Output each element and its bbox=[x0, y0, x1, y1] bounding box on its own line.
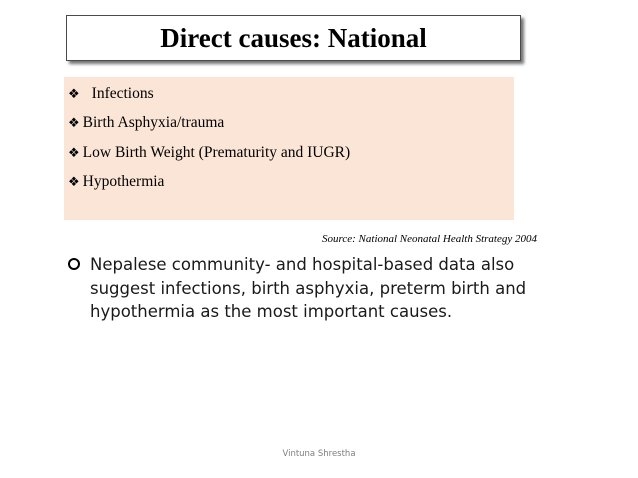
source-citation: Source: National Neonatal Health Strategy 2004 bbox=[322, 233, 537, 245]
title-box bbox=[66, 15, 521, 61]
list-item-label: Hypothermia bbox=[82, 173, 165, 190]
diamond-bullet-icon: ❖ bbox=[68, 115, 80, 131]
diamond-bullet-icon: ❖ bbox=[68, 86, 80, 102]
list-item-label: Low Birth Weight (Prematurity and IUGR) bbox=[82, 144, 351, 161]
main-point-text: Nepalese community- and hospital-based data also suggest infections, birth asphyxia, preterm birth and hypothermia as the most important causes. bbox=[90, 255, 527, 321]
footer-author: Vintuna Shrestha bbox=[282, 449, 356, 459]
list-item bbox=[68, 144, 350, 162]
list-item-label: Birth Asphyxia/trauma bbox=[82, 114, 225, 131]
list-item-label: Infections bbox=[91, 85, 154, 102]
list-item bbox=[68, 85, 154, 103]
causes-list bbox=[64, 77, 514, 220]
diamond-bullet-icon: ❖ bbox=[68, 145, 80, 161]
diamond-bullet-icon: ❖ bbox=[68, 174, 80, 190]
slide-title: Direct causes: National bbox=[160, 22, 427, 53]
list-item bbox=[68, 173, 164, 191]
circle-bullet-icon bbox=[68, 258, 80, 270]
list-item bbox=[68, 114, 224, 132]
main-point bbox=[70, 253, 530, 324]
